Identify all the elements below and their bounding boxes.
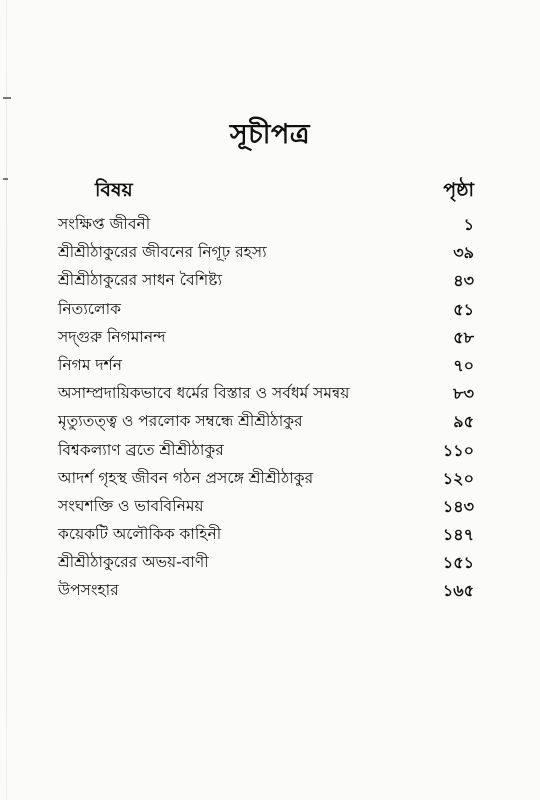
toc-entry	[0, 576, 540, 604]
toc-entry-page: ১৪৩	[442, 496, 474, 516]
toc-entry	[0, 210, 540, 238]
toc-entry	[0, 238, 540, 266]
toc-entry-page: ৭০	[453, 355, 474, 375]
toc-entry	[0, 266, 540, 294]
toc-entry-page: ১৫১	[442, 553, 474, 573]
table-of-contents	[0, 210, 540, 605]
toc-entry	[0, 407, 540, 435]
toc-entry-topic: নিগম দর্শন	[58, 355, 122, 374]
toc-entry-topic: নিত্যলোক	[58, 299, 121, 318]
edge-mark	[3, 178, 8, 180]
toc-entry-topic: শ্রীশ্রীঠাকুরের জীবনের নিগূঢ় রহস্য	[58, 243, 267, 262]
toc-entry-page: ৩৯	[453, 243, 474, 263]
toc-entry-page: ১	[463, 215, 474, 234]
toc-entry	[0, 464, 540, 492]
toc-entry-topic: সদ্গুরু নিগমানন্দ	[58, 327, 166, 346]
column-header-page: পৃষ্ঠা	[443, 179, 474, 201]
toc-entry-topic: কয়েকটি অলৌকিক কাহিনী	[58, 525, 222, 544]
toc-entry-topic: মৃত্যুতত্ত্ব ও পরলোক সম্বন্ধে শ্রীশ্রীঠাকুর	[58, 412, 303, 431]
toc-entry-topic: সংক্ষিপ্ত জীবনী	[58, 215, 151, 233]
toc-entry-page: ৫১	[453, 299, 474, 319]
toc-entry	[0, 520, 540, 548]
toc-entry-page: ১২০	[442, 468, 474, 488]
toc-entry-topic: উপসংহার	[58, 581, 119, 600]
toc-entry-page: ৪৩	[453, 271, 474, 291]
toc-entry-topic: শ্রীশ্রীঠাকুরের অভয়-বাণী	[58, 553, 209, 572]
toc-entry-page: ১৬৫	[442, 581, 474, 601]
toc-entry-topic: শ্রীশ্রীঠাকুরের সাধন বৈশিষ্ট্য	[58, 271, 222, 290]
toc-entry	[0, 379, 540, 407]
toc-entry-topic: অসাম্প্রদায়িকভাবে ধর্মের বিস্তার ও সর্বধর্ম সমন্বয়	[58, 384, 350, 403]
toc-entry	[0, 295, 540, 323]
toc-entry-page: ৯৫	[453, 412, 474, 432]
toc-entry-page: ১১০	[442, 440, 474, 460]
toc-entry	[0, 492, 540, 520]
edge-mark	[3, 97, 11, 99]
toc-entry-page: ৮৩	[453, 384, 474, 404]
toc-entry-page: ৫৮	[453, 327, 474, 347]
toc-entry-page: ১৪৭	[442, 525, 474, 545]
page-title: সূচীপত্র	[229, 119, 311, 150]
toc-entry-topic: বিশ্বকল্যাণ ব্রতে শ্রীশ্রীঠাকুর	[58, 440, 224, 459]
toc-entry-topic: সংঘশক্তি ও ভাববিনিময়	[58, 496, 204, 515]
toc-entry	[0, 548, 540, 576]
toc-entry	[0, 436, 540, 464]
toc-entry-topic: আদর্শ গৃহস্থ জীবন গঠন প্রসঙ্গে শ্রীশ্রীঠাকুর	[58, 468, 314, 487]
column-header-topic: বিষয়	[95, 179, 133, 201]
toc-entry	[0, 351, 540, 379]
toc-entry	[0, 323, 540, 351]
